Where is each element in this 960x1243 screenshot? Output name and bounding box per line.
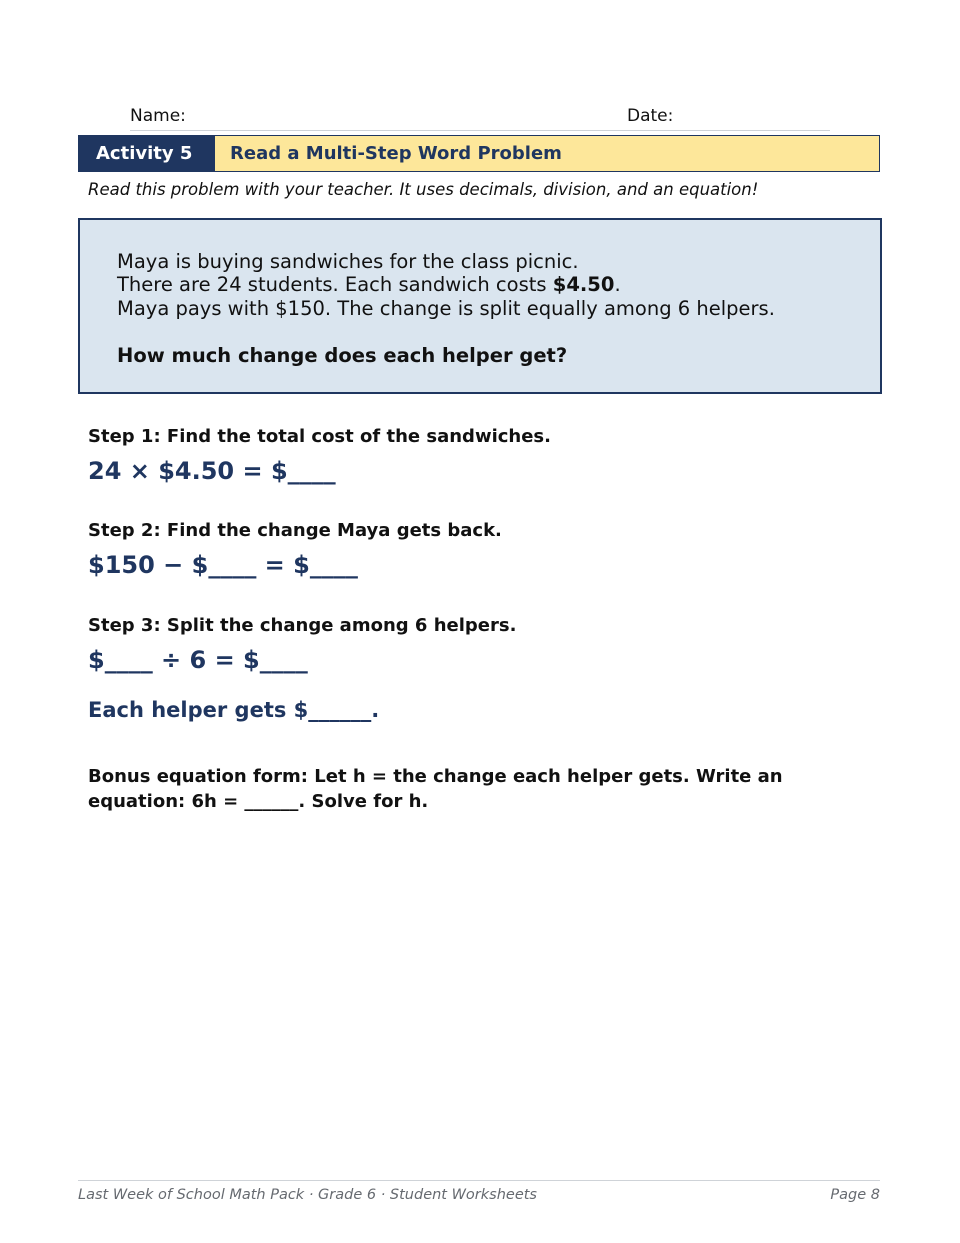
name-label: Name: (130, 106, 186, 126)
answer-line: Each helper gets $______. (88, 698, 380, 722)
activity-title: Read a Multi-Step Word Problem (230, 143, 562, 164)
step-2-equation: $150 − $____ = $____ (88, 551, 358, 579)
name-date-row (130, 104, 830, 131)
step-3-equation: $____ ÷ 6 = $____ (88, 646, 308, 674)
problem-line-2-suffix: . (614, 273, 621, 296)
sandwich-price: $4.50 (552, 273, 615, 296)
footer-title: Last Week of School Math Pack · Grade 6 · Student Worksheets (78, 1187, 537, 1203)
bonus-question: Bonus equation form: Let h = the change each helper gets. Write an equation: 6h = ______. Solve for h. (88, 766, 783, 812)
step-1-equation: 24 × $4.50 = $____ (88, 457, 336, 485)
problem-line-3: Maya pays with $150. The change is split equally among 6 helpers. (117, 297, 775, 320)
problem-box (78, 218, 882, 394)
problem-line-1: Maya is buying sandwiches for the class picnic. (117, 250, 579, 273)
date-label: Date: (627, 106, 674, 126)
page-number: Page 8 (830, 1187, 880, 1203)
activity-tag: Activity 5 (79, 136, 215, 171)
step-2-label: Step 2: Find the change Maya gets back. (88, 520, 502, 541)
activity-banner (78, 135, 880, 172)
problem-question: How much change does each helper get? (117, 344, 568, 367)
page-footer (78, 1180, 880, 1211)
step-1-label: Step 1: Find the total cost of the sandwiches. (88, 426, 551, 447)
problem-line-2 (117, 273, 621, 296)
problem-line-2-prefix: There are 24 students. Each sandwich costs (117, 273, 553, 296)
intro-text: Read this problem with your teacher. It uses decimals, division, and an equation! (88, 180, 759, 199)
step-3-label: Step 3: Split the change among 6 helpers. (88, 615, 517, 636)
